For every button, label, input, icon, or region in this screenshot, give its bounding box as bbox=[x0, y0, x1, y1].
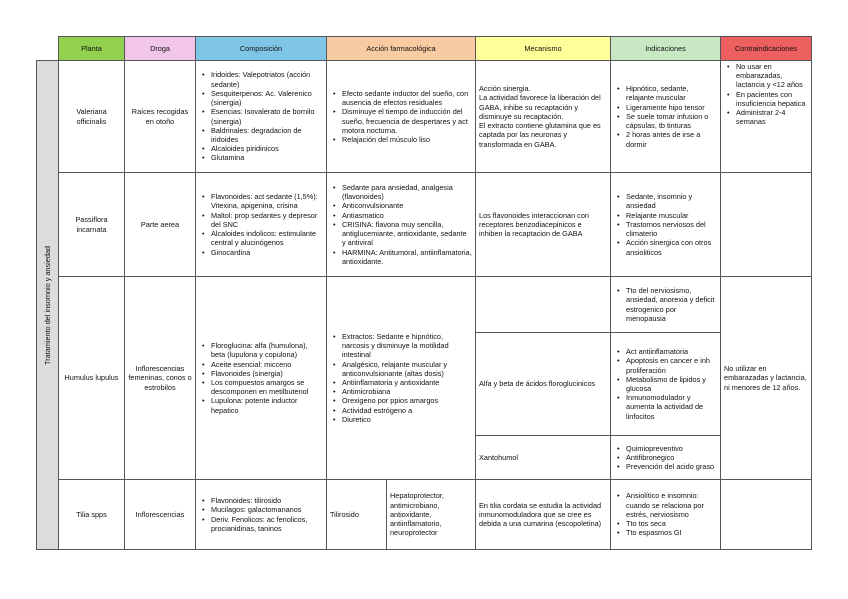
list-item: • Trastornos nerviosos del climaterio bbox=[626, 220, 717, 238]
list-item: • Deriv. Fenolicos: ac fenolicos, procianidinas, taninos bbox=[211, 515, 323, 533]
list-item: • Antiasmatico bbox=[342, 211, 472, 220]
list-item: • Iridoides: Valepotriatos (acción sedante) bbox=[211, 70, 323, 88]
mechanism-cell: En tilia cordata se estudia la actividad inmunomoduladora que se cree es debida a una cumarina (escopoletina) bbox=[476, 480, 611, 550]
list-item: • Sesquiterpenos: Ac. Valerenico (sinergia) bbox=[211, 89, 323, 107]
list-item: • Administrar 2-4 semanas bbox=[736, 108, 808, 126]
table-row bbox=[37, 277, 812, 333]
bullet-list bbox=[614, 84, 717, 148]
composition-cell bbox=[196, 480, 327, 550]
list-item: • Flavonoides (sinergia) bbox=[211, 369, 323, 378]
bullet-list bbox=[330, 89, 472, 144]
table-row bbox=[37, 173, 812, 277]
indications-cell bbox=[611, 436, 721, 480]
plant-name: Tilia spps bbox=[59, 480, 125, 550]
composition-cell bbox=[196, 277, 327, 480]
bullet-list bbox=[614, 347, 717, 421]
list-item: • Ginocardina bbox=[211, 248, 323, 257]
table-row bbox=[37, 480, 812, 550]
composition-cell bbox=[196, 173, 327, 277]
list-item: • Lupulona: potente inductor hepatico bbox=[211, 396, 323, 414]
list-item: • Relajación del músculo liso bbox=[342, 135, 472, 144]
header-accion: Acción farmacológica bbox=[327, 37, 476, 61]
bullet-list bbox=[199, 192, 323, 256]
list-item: • 2 horas antes de irse a dormir bbox=[626, 130, 717, 148]
section-label-cell bbox=[37, 61, 59, 550]
list-item: • Maltol: prop sedantes y depresor del SNC bbox=[211, 211, 323, 229]
list-item: • Analgésico, relajante muscular y anticonvulsionante (altas dosis) bbox=[342, 360, 472, 378]
list-item: • Glutamina bbox=[211, 153, 323, 162]
corner-cell bbox=[37, 37, 59, 61]
header-mecanismo: Mecanismo bbox=[476, 37, 611, 61]
contraindications-cell: No utilizar en embarazadas y lactancia, ni menores de 12 años. bbox=[721, 277, 812, 480]
mechanism-cell: Los flavonoides interaccionan con receptores benzodiacepinicos e inhiben la recaptacion de GABA bbox=[476, 173, 611, 277]
list-item: • Floroglucina: alfa (humulona), beta (lupulona y copulona) bbox=[211, 341, 323, 359]
bullet-list bbox=[330, 183, 472, 266]
list-item: • Se suele tomar infusion o cápsulas, tb tinturas bbox=[626, 112, 717, 130]
mechanism-cell: Alfa y beta de ácidos floroglucinicos bbox=[476, 333, 611, 436]
plant-name: Passiflora incarnata bbox=[59, 173, 125, 277]
list-item: • Prevención del acido graso bbox=[626, 462, 717, 471]
list-item: • HARMINA: Antitumoral, antiinflamatoria, antioxidante. bbox=[342, 248, 472, 266]
list-item: • Ansiolítico e insomnio: cuando se relaciona por estrés, nerviosismo bbox=[626, 491, 717, 519]
list-item: • Quimiopreventivo bbox=[626, 444, 717, 453]
list-item: • Los compuestos amargos se descomponen en metilbutenol bbox=[211, 378, 323, 396]
list-item: • Orexigeno por ppios amargos bbox=[342, 396, 472, 405]
bullet-list bbox=[330, 332, 472, 424]
list-item: • CRISINA: flavona muy sencilla, antiglucemiante, antioxidante, sedante y antiviral bbox=[342, 220, 472, 248]
list-item: • Act antiinflamatoria bbox=[626, 347, 717, 356]
list-item: • Antimicrobiana bbox=[342, 387, 472, 396]
list-item: • No usar en embarazadas, lactancia y <12 años bbox=[736, 62, 808, 90]
list-item: • Tto espasmos GI bbox=[626, 528, 717, 537]
list-item: • Hipnótico, sedante, relajante muscular bbox=[626, 84, 717, 102]
mechanism-cell: Xantohumol bbox=[476, 436, 611, 480]
contraindications-cell bbox=[721, 173, 812, 277]
bullet-list bbox=[199, 70, 323, 162]
list-item: • Alcaloides indolicos: estimulante central y alucinógenos bbox=[211, 229, 323, 247]
list-item: • Flavonoides: tilirosido bbox=[211, 496, 323, 505]
plant-name: Valeriana officinalis bbox=[59, 61, 125, 173]
bullet-list bbox=[614, 491, 717, 537]
list-item: • Alcaloides piridinicos bbox=[211, 144, 323, 153]
list-item: • Sedante para ansiedad, analgesia (flavonoides) bbox=[342, 183, 472, 201]
indications-cell bbox=[611, 61, 721, 173]
action-compound-cell: Tilirosido bbox=[327, 480, 387, 550]
list-item: • En pacientes con insuficiencia hepatica bbox=[736, 90, 808, 108]
list-item: • Extractos: Sedante e hipnótico, narcosis y disminuye la motilidad intestinal bbox=[342, 332, 472, 360]
plant-name: Humulus lupulus bbox=[59, 277, 125, 480]
indications-cell bbox=[611, 173, 721, 277]
action-cell bbox=[327, 61, 476, 173]
header-contraindicaciones: Contraindicaciones bbox=[721, 37, 812, 61]
header-row bbox=[37, 37, 812, 61]
herbal-treatment-table bbox=[36, 36, 812, 550]
drug-part: Inflorescencias bbox=[125, 480, 196, 550]
list-item: • Esencias: Isovalerato de bornilo (sinergia) bbox=[211, 107, 323, 125]
header-droga: Droga bbox=[125, 37, 196, 61]
list-item: • Baldrinales: degradacion de iridoides bbox=[211, 126, 323, 144]
list-item: • Actividad estrógeno a bbox=[342, 406, 472, 415]
indications-cell bbox=[611, 277, 721, 333]
list-item: • Ligeramente hipo tensor bbox=[626, 103, 717, 112]
list-item: • Relajante muscular bbox=[626, 211, 717, 220]
list-item: • Antifibronegico bbox=[626, 453, 717, 462]
bullet-list bbox=[614, 286, 717, 323]
bullet-list bbox=[199, 496, 323, 533]
mechanism-cell: Acción sinergia. La actividad favorece la liberación del GABA, inhibe su recaptación y disminuye su recaptación. El extracto contiene glutamina que es captada por las neuronas y transformada en GABA. bbox=[476, 61, 611, 173]
action-cell bbox=[327, 173, 476, 277]
bullet-list bbox=[199, 341, 323, 415]
bullet-list bbox=[614, 444, 717, 472]
bullet-list bbox=[614, 192, 717, 256]
list-item: • Inmunomodulador y aumenta la actividad de linfocitos bbox=[626, 393, 717, 421]
indications-cell bbox=[611, 333, 721, 436]
list-item: • Mucilagos: galactomananos bbox=[211, 505, 323, 514]
list-item: • Sedante, insomnio y ansiedad bbox=[626, 192, 717, 210]
list-item: • Anticonvulsionante bbox=[342, 201, 472, 210]
list-item: • Tto tos seca bbox=[626, 519, 717, 528]
list-item: • Aceite esencial: micceno bbox=[211, 360, 323, 369]
drug-part: Parte aerea bbox=[125, 173, 196, 277]
list-item: • Acción sinergica con otros ansioliticos bbox=[626, 238, 717, 256]
header-planta: Planta bbox=[59, 37, 125, 61]
drug-part: Raíces recogidas en otoño bbox=[125, 61, 196, 173]
header-indicaciones: Indicaciones bbox=[611, 37, 721, 61]
bullet-list bbox=[724, 62, 808, 126]
table-row bbox=[37, 61, 812, 173]
composition-cell bbox=[196, 61, 327, 173]
list-item: • Disminuye el tiempo de inducción del sueño, frecuencia de despertares y act motora nocturna. bbox=[342, 107, 472, 135]
action-cell bbox=[327, 277, 476, 480]
list-item: • Apoptosis en cancer e inh proliferación bbox=[626, 356, 717, 374]
mechanism-cell bbox=[476, 277, 611, 333]
section-label: Tratamiento del insomnio y ansiedad bbox=[42, 245, 52, 365]
contraindications-cell bbox=[721, 480, 812, 550]
list-item: • Metabolismo de lipidos y glucosa bbox=[626, 375, 717, 393]
header-composicion: Composición bbox=[196, 37, 327, 61]
list-item: • Diuretico bbox=[342, 415, 472, 424]
list-item: • Antiinflamatoria y antioxidante bbox=[342, 378, 472, 387]
list-item: • Efecto sedante inductor del sueño, con ausencia de efectos residuales bbox=[342, 89, 472, 107]
list-item: • Flavonoides: act sedante (1,5%): Vitexina, apigenina, crisina bbox=[211, 192, 323, 210]
list-item: • Tto del nerviosismo, ansiedad, anorexia y deficit estrogenico por menopausia bbox=[626, 286, 717, 323]
indications-cell bbox=[611, 480, 721, 550]
contraindications-cell bbox=[721, 61, 812, 173]
action-effects-cell: Hepatoprotector, antimicrobiano, antioxidante, antiinflamatorio, neuroprotector bbox=[387, 480, 476, 550]
drug-part: Inflorescencias femeninas, conos o estrobilos bbox=[125, 277, 196, 480]
